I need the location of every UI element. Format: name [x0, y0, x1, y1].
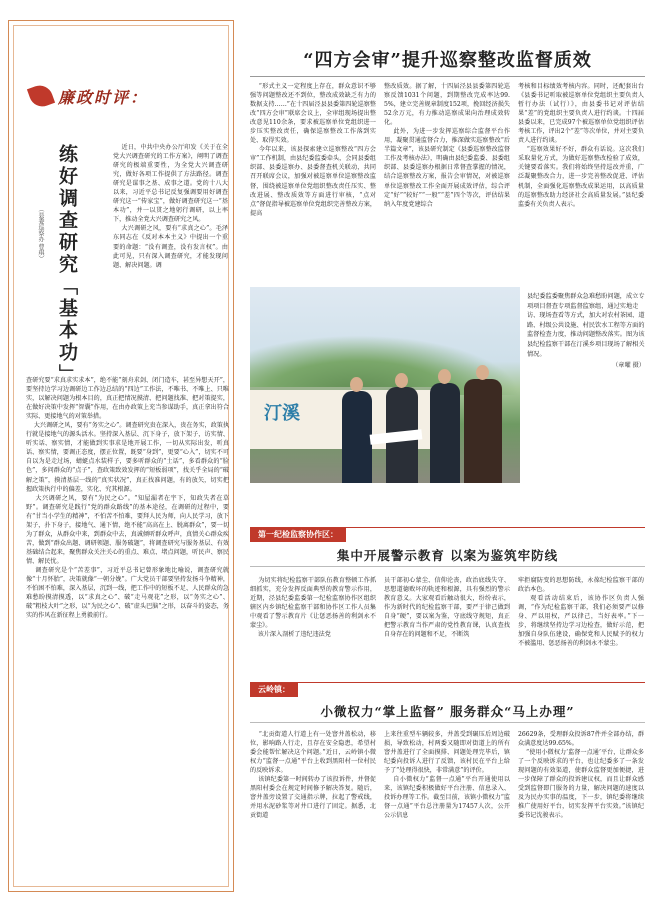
section2-col3: 26629条，受理群众投诉87件并全部办结，群众满意度达99.65%。 “使用小微权力‘监督一点通’平台，让群众多了一个反映诉求的平台，也让纪委多了一条发现问题的有效渠道，使群众监督更加便捷，进一步保障了群众的投诉建议权，而且让群众感受到监督即门服务的力量，解决问题的速度以及为民办实事的温度，下一步，镇纪委将继续推广使用好平台，切实发挥平台实效。”该镇纪委书记沈骏表示。	[518, 731, 644, 820]
photo-wall-text: 汀溪	[264, 403, 300, 424]
section2-bar	[250, 682, 645, 696]
main-article-col1: “形式主义一定程度上存在，群众意识不够强等问题整改还不到位，整改成效缺乏有力的数据支持……”在十四届泾县县委第四轮巡察整改“四方会审”联席会议上，全审组现场提出整改意见110余条，要求被巡察单位党组织进一步压实整改责任，确保巡察整改工作落到实处、取得实效。 今年以来，该县探索建立巡察整改“四方会审”工作机制，由县纪委监委牵头，会同县委组织部、县委巡察办、县委督查机关联动，共同召开联席会议，加强对被巡察单位巡察整改监督，围绕被巡察单位党组织整改责任压实、整改进展、整改质效等方面进行审核，“点对点”督促指导被巡察单位党组织完善整改方案，提高	[250, 83, 377, 217]
leaf-icon	[27, 82, 55, 110]
section1-col3: 牢拒腐防变的思想防线，永葆纪检监察干部的政治本色。 观看活动结束后，该协作区负责人强调，“作为纪检监察干部，我们必须要严以修身、严以用权，严以律己，当好表率。”下一步，将继续坚持边学习边检查，做好示范，把加强自身队伍建设，确保党和人民赋予的权力不被滥用、惩恶扬善的利剑永不蒙尘。	[518, 577, 645, 648]
commentary-body-top: 近日，中共中央办公厅印发《关于在全党大兴调查研究的工作方案》，阐明了调查研究的极端重要性，为全党大兴调查研究，做好各项工作提供了方法路径。调查研究是谋事之基、成事之道。党的十八大以来，习近平总书记反复强调要用好调查研究这一“传家宝”，做好调查研究这一“基本功”，并一以贯之地躬行调研，以上率下，推动全党大兴调查研究之风。 大兴调研之风，要有“求真之心”。毛泽东同志在《反对本本主义》中提出一个重要的命题：“没有调查，没有发言权”。由此可见，只有深入调查研究，才能发现问题、解决问题。调	[113, 144, 229, 269]
section1-headline: 集中开展警示教育 以案为鉴筑牢防线	[336, 548, 559, 563]
section1-col2: 员干部初心蒙尘、信仰沦丧，政治底线失守、思想道德败坏的轨迹和根源，具有强烈的警示教育意义。大家观看后触动很大，纷纷表示，作为新时代的纪检监察干部，要严于律己做到自身“硬”，要以案为鉴，守底线守规矩，真正把警示教育当作严肃的党性教育课，认真查找自身存在的问题和不足，不断筑	[384, 577, 510, 639]
commentary-title: 练好调查研究「基本功」	[56, 144, 78, 386]
column-brand	[30, 74, 148, 118]
section2-divider	[250, 722, 645, 723]
section1-bar	[250, 527, 645, 541]
main-article-col3: 考核和目标绩效考核内容。同时，还配套出台《县委书记听取被巡察单位党组织主要负责人暂行办法（试行）》，由县委书记对评估结果“差”的党组织主要负责人进行约谈。十四届县委以来，已完成97个被巡察单位党组织评估考核工作，评出2个“差”等次单位，并对主要负责人进行约谈。 “巡察效果好不好，群众有话说。这次我们采取量化方式，为做好巡察整改检验了成效，关键要看落实。我们将始终坚持巡改并重，广泛凝聚整改合力，进一步完善整改促进、评估机制，全面强化巡察整改成果运用，以高质量的巡察整改助力经济社会高质量发展。”县纪委监委有关负责人表示。	[518, 83, 645, 208]
photo-caption-text: 县纪委监委聚焦群众急难愁盼问题，成立专项项目督查专项监督监察组，通过实地走访、现场查看等方式，加大对农村茶园、道路、村级公共设施、村民饮水工程等方面的监督检查力度，推动问题整改落实。图为该县纪检监察干部在汀溪乡项目现场了解相关情况。	[527, 293, 645, 358]
main-headline: “四方会审”提升巡察整改监督质效	[303, 50, 592, 71]
commentary-author: （县委巡察办 曹琪）	[37, 206, 44, 262]
commentary-frame	[13, 25, 229, 887]
commentary-body-bottom: 查研究要“求真求实求本”，绝不能“刻舟求剑、闭门造车，甚至异想天开”，要坚持边学习边调研边工作边总结的“四边”工作法，不唯书、不唯上、只唯实，以解决问题为根本目的，真正把情况摸清、把问题找准、把对策提实，在做好决策中发挥“智囊”作用，在由办政策上充当参谋助手，真正拿出符合实际、更接地气的对策举措。 大兴调研之风，要有“务实之心”。调查研究贵在深入，贵在务实，政策执行就是接地气的源头活水。坚持深入基层、沉下身子，放下架子，访实情、听实话、察实情，才能做到实事求是地开展工作，一切从实际出发，听真话、察实情，要调正态度，摆正位置，既要“身到”，更要“心入”，切实不可自以为是走过场，蜻蜓点水装样子，要多听群众的“土话”，多看群众的“脸色”，多问群众的“点子”，查政策致效发挥的“短板弱项”，找关乎全局的“破解之策”，摸清基层一线的“真实状况”，真正找准问题，有的放矢，切实把握政策执行中的偏差，实化、究其根源。 大兴调研之风，要有“为民之心”。“知屋漏者在宇下，知政失者在草野”。调查研究是践行“党的群众路线”的基本途径，在调研的过程中，要有“甘当小学生的精神”，不怕苦不怕难，要拜人民为师，向人民学习，放下架子，扑下身子，接地气、通下情，绝不能“高高在上、脱离群众”，要一切为了群众，从群众中来，到群众中去，真诚倾听群众呼声，真情关心群众疾苦，做到“群众出题、调研领题、服务破题”，将调查研究与服务基层、有效基础结合起来，聚焦群众关注关心的重点、难点、堵点问题，听民声、察民情、解民忧。 调查研究是个“苦差事”，习近平总书记曾形象地比喻说，调查研究就像“十月怀胎”，决策就像“一朝分娩”。广大党员干部要坚持发扬斗争精神，不怕困不怕难，深入基层，沉到一线，把工作中的短板不足、人民群众的急难愁盼摸清摸透，以“求真之心”、破“走马观花”之形，以“务实之心”、破“粗枝大叶”之形，以“为民之心”、破“虚头巴脑”之形，以奋斗的姿态，务实的作风在新征程上勇毅前行。	[26, 377, 230, 620]
section1-tag: 第一纪检监察协作区：	[250, 528, 346, 542]
main-article-col2: 整改质效。据了解，十四届泾县县委第四轮巡察反馈1031个问题，到期整改完成率达99.5%，建立完善规章制度152项，挽回经济损失52余万元，有力推动巡察成果向治理成效转化。 此外，为进一步发挥巡察综合监督平台作用，凝聚贯通监督合力，推深做实巡察整改“后半篇文章”，该县研究制定《县委巡察整改监督工作及考核办法》，明确由县纪委监委、县委组织部、县委巡察办根据日常督查掌握的情况，结合巡察整改方案，报告会审情况，对被巡察单位巡察整改工作全面开展成效评估，综合评定“好”“较好”“一般”“差”四个等次，评估结果纳入年度党建综合	[384, 83, 511, 208]
column-brand-label: 廉政时评：	[58, 87, 149, 107]
photo-person	[430, 383, 460, 483]
section2-headline: 小微权力“掌上监督” 服务群众“马上办理”	[320, 704, 575, 719]
photo-person	[342, 391, 372, 483]
photo-credit: （章曜 摄）	[612, 362, 645, 370]
news-photo	[250, 287, 520, 483]
photo-person	[464, 379, 502, 483]
photo-caption	[527, 292, 645, 371]
section1-col1: 为切实将纪检监察干部队伍教育整顿工作抓细抓实，充分发挥反面典型的教育警示作用，近期，泾县纪委监委第一纪检监察协作区组织辖区内乡镇纪检监察干部和协作区工作人员集中观看了警示教育片《让惩恶扬善的利剑永不蒙尘》。 该片深入剖析了违纪违法党	[250, 577, 377, 639]
section1-divider	[250, 566, 645, 567]
commentary-column	[8, 20, 234, 892]
section2-col2: 上来往重型车辆较多，井盖受到碾压后周边破损，导致松动，村两委又随即对街道上的所有窨井盖进行了全面摸排、问题处理完毕后，镇纪委向投诉人进行了反馈，该村民在平台上给予了“处理得很快，非常满意”的评价。 自小微权力“监督一点通”平台开通使用以来，该镇纪委积极做好平台注册、信息录入、投诉办理等工作。截至目前，该镇小微权力“监督一点通”平台总注册量为17457人次，公开公示信息	[384, 731, 510, 820]
section2-col1: “北贡街道人行道上有一处窨井盖松动，移位，影响路人行走，且存在安全隐患，希望村委会能帮忙解决这个问题。”近日，云岭镇小微权力“监督一点通”平台上收到黑阳村一位村民的反映诉求。 该镇纪委第一时间转办了该投诉件，并督促黑阳村委会在规定时间修予解决答复。随后，窨井盖旁设置了交通指示牌，拉起了警戒线，并用水泥砂浆等对井口进行了固定。据悉，北贡街道	[250, 731, 377, 820]
section2-tag: 云岭镇：	[250, 683, 298, 697]
headline-divider	[250, 76, 645, 77]
